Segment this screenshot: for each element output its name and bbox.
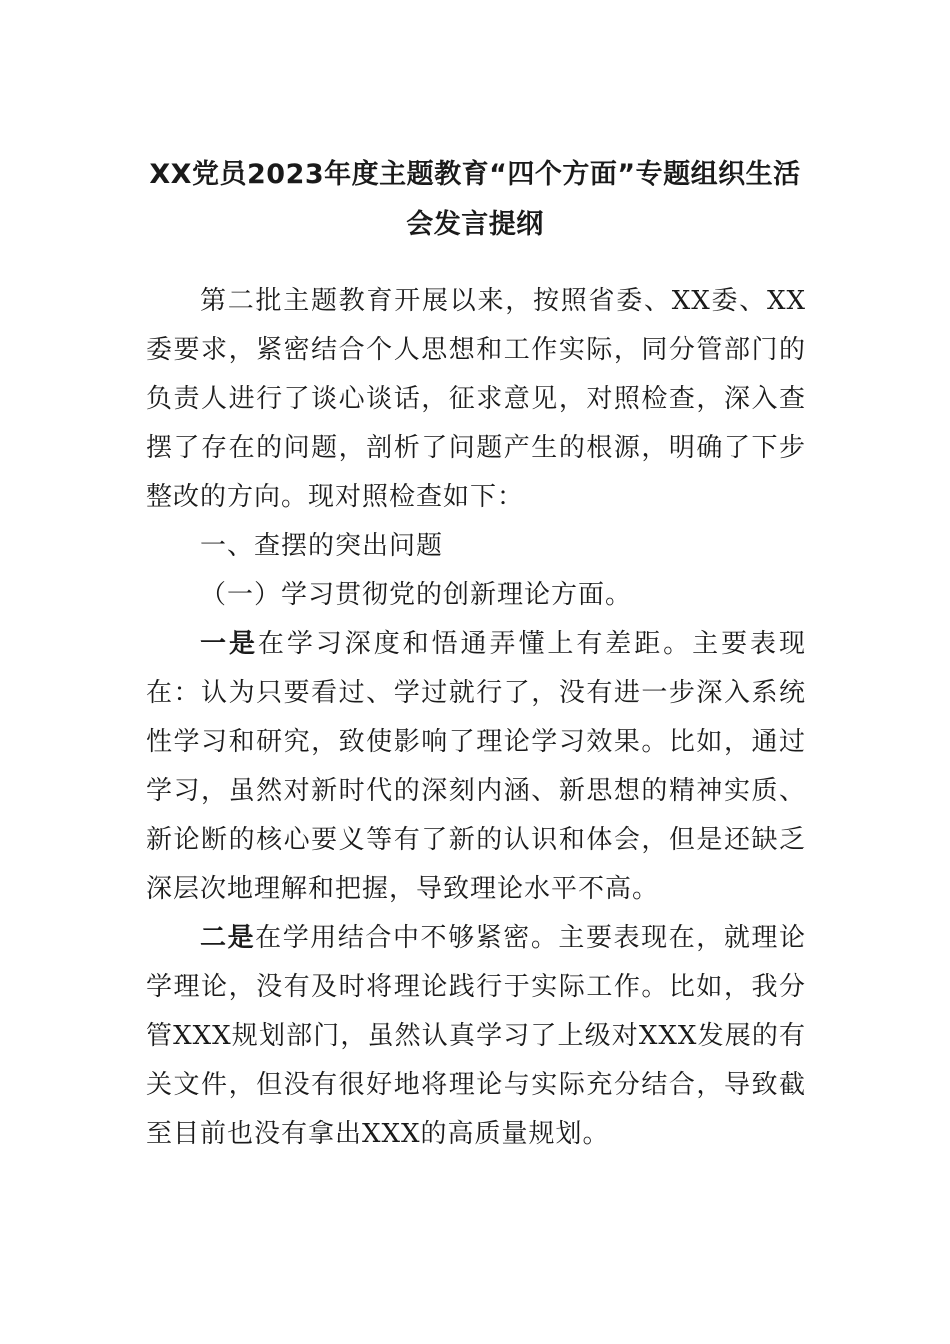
section-heading: 一、查摆的突出问题 bbox=[200, 531, 444, 561]
intro-paragraph: 第二批主题教育开展以来，按照省委、XX委、XX委要求，紧密结合个人思想和工作实际，同分管部门的负责人进行了谈心谈话，征求意见，对照检查，深入查摆了存在的问题，剖析了问题产生的根源，明确了下步整改的方向。现对照检查如下： bbox=[146, 286, 806, 512]
document-title: XX党员2023年度主题教育“四个方面”专题组织生活会发言提纲 bbox=[149, 159, 801, 240]
document-body bbox=[146, 277, 806, 1159]
point-two-paragraph bbox=[146, 914, 806, 1159]
point-one-paragraph bbox=[146, 620, 806, 914]
subsection-heading: （一）学习贯彻党的创新理论方面。 bbox=[200, 580, 633, 610]
point-two-lead: 二是 bbox=[200, 923, 256, 953]
point-one-lead: 一是 bbox=[200, 629, 258, 659]
point-two-text: 在学用结合中不够紧密。主要表现在，就理论学理论，没有及时将理论践行于实际工作。比如，我分管XXX规划部门，虽然认真学习了上级对XXX发展的有关文件，但没有很好地将理论与实际充分结合，导致截至目前也没有拿出XXX的高质量规划。 bbox=[146, 923, 806, 1149]
point-one-text: 在学习深度和悟通弄懂上有差距。主要表现在：认为只要看过、学过就行了，没有进一步深入系统性学习和研究，致使影响了理论学习效果。比如，通过学习，虽然对新时代的深刻内涵、新思想的精神实质、新论断的核心要义等有了新的认识和体会，但是还缺乏深层次地理解和把握，导致理论水平不高。 bbox=[146, 629, 806, 904]
